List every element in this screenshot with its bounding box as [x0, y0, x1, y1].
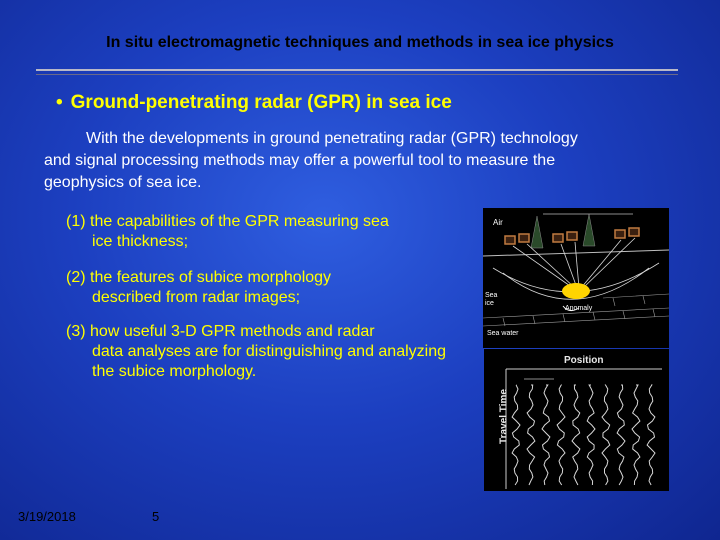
heading-text: Ground-penetrating radar (GPR) in sea ice [70, 92, 452, 113]
page-number: 5 [152, 509, 160, 524]
item-text-line2: described from radar images; [92, 289, 301, 306]
title-divider [36, 69, 678, 75]
item-text-line2: ice thickness; [92, 233, 189, 250]
item-number: (2) [66, 269, 86, 286]
list-item-2 [66, 268, 466, 308]
item-text-line1: how useful 3-D GPR methods and radar [90, 323, 375, 340]
sea-water-label: Sea water [487, 330, 519, 337]
gpr-schematic-drawing [483, 208, 669, 348]
radar-trace [587, 385, 595, 485]
anomaly-label: Anomaly [565, 305, 593, 312]
air-label: Air [493, 218, 503, 227]
radar-trace [602, 385, 610, 485]
gpr-schematic-figure [483, 208, 669, 348]
section-heading [56, 92, 452, 114]
radargram-drawing [484, 349, 669, 491]
travel-time-axis-label: Travel Time [498, 389, 510, 444]
item-text-line1: the capabilities of the GPR measuring sea [90, 213, 389, 230]
radar-trace [542, 385, 550, 485]
position-axis-label: Position [564, 355, 604, 366]
radargram-figure [484, 349, 669, 491]
radar-trace [647, 385, 655, 485]
item-text-line2: data analyses are for distinguishing and analyzing the subice morphology. [92, 343, 447, 380]
radar-trace [527, 385, 535, 485]
radar-trace [632, 385, 640, 485]
footer-date: 3/19/2018 [18, 509, 76, 524]
item-number: (1) [66, 213, 86, 230]
radar-trace [557, 385, 565, 485]
list-item-3 [66, 322, 466, 382]
item-number: (3) [66, 323, 86, 340]
bullet-icon: • [56, 92, 63, 113]
item-text-line1: the features of subice morphology [90, 269, 332, 286]
slide-title: In situ electromagnetic techniques and methods in sea ice physics [106, 34, 614, 51]
list-item-1 [66, 212, 466, 252]
radar-trace [617, 385, 625, 485]
sea-ice-label: Sea ice [485, 292, 507, 308]
radar-trace [572, 385, 580, 485]
radar-trace [512, 385, 520, 485]
intro-paragraph: With the developments in ground penetrating radar (GPR) technology and signal processing methods may offer a powerful tool to measure the geophysics of sea ice. [44, 130, 578, 191]
